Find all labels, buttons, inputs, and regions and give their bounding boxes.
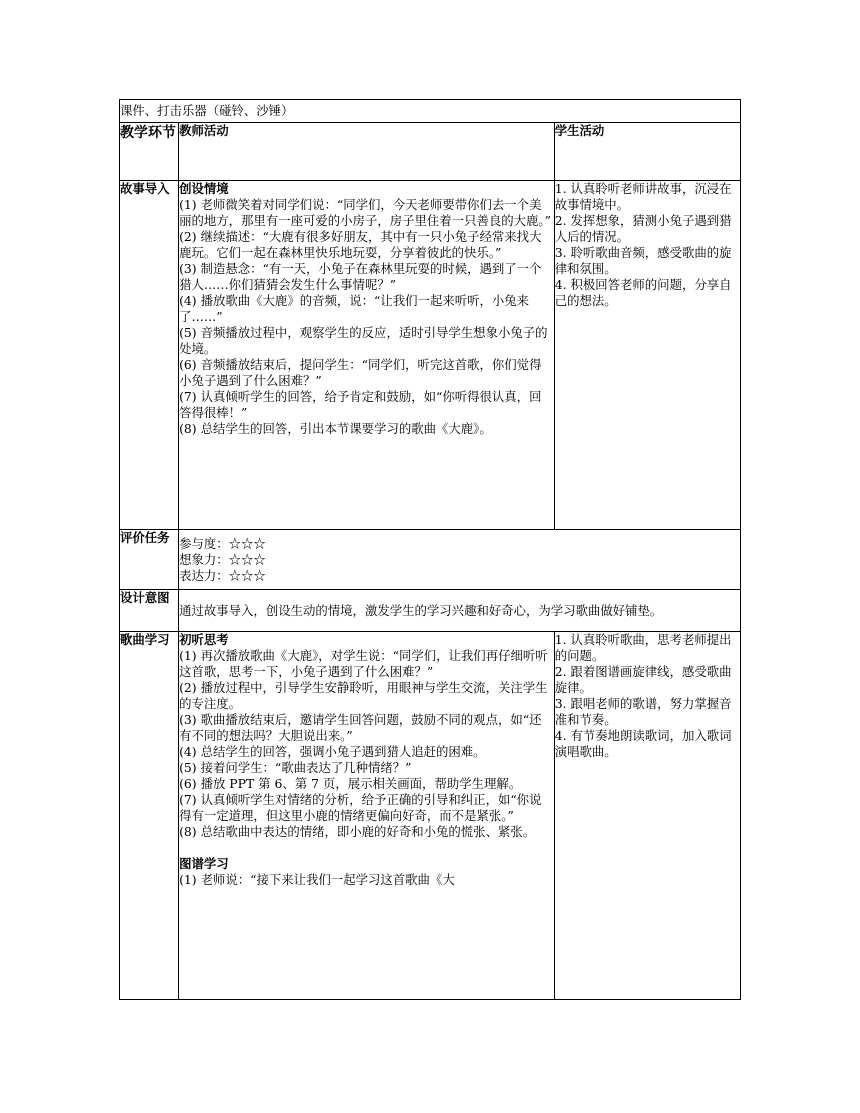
story-student-item: 4. 积极回答老师的问题，分享自己的想法。 xyxy=(554,277,732,308)
song-student-item: 2. 跟着图谱画旋律线，感受歌曲旋律。 xyxy=(554,664,732,695)
story-teacher-item: (3) 制造悬念：“有一天，小兔子在森林里玩耍的时候，遇到了一个猎人……你们猜猜会发生什么事情呢？” xyxy=(179,261,542,292)
story-row xyxy=(120,181,741,530)
song-teacher-cell xyxy=(179,632,555,1000)
story-student-item: 1. 认真聆听老师讲故事，沉浸在故事情境中。 xyxy=(554,181,732,212)
song-stage: 歌曲学习 xyxy=(120,632,179,1000)
design-text: 通过故事导入，创设生动的情境，激发学生的学习兴趣和好奇心，为学习歌曲做好铺垫。 xyxy=(179,590,741,632)
song-teacher2-item: (1) 老师说：“接下来让我们一起学习这首歌曲《大 xyxy=(179,872,455,887)
evaluation-row xyxy=(120,530,741,590)
story-teacher-cell xyxy=(179,181,555,530)
story-teacher-item: (2) 继续描述：“大鹿有很多好朋友，其中有一只小兔子经常来找大鹿玩。它们一起在森林里快乐地玩耍，分享着彼此的快乐。” xyxy=(179,229,542,260)
story-stage: 故事导入 xyxy=(120,181,179,530)
story-section-title: 创设情境 xyxy=(179,181,229,196)
lesson-plan-table xyxy=(119,99,741,1000)
song-teacher-item: (8) 总结歌曲中表达的情绪，即小鹿的好奇和小兔的慌张、紧张。 xyxy=(179,824,536,839)
materials-text: 课件、打击乐器（碰铃、沙锤） xyxy=(120,100,741,123)
story-teacher-item: (4) 播放歌曲《大鹿》的音频，说：“让我们一起来听听，小兔来了……” xyxy=(179,293,530,324)
song-teacher-item: (1) 再次播放歌曲《大鹿》，对学生说：“同学们，让我们再仔细听听这首歌，思考一下，小兔子遇到了什么困难？” xyxy=(179,648,548,679)
song-teacher-item: (7) 认真倾听学生对情绪的分析，给予正确的引导和纠正，如“你说得有一定道理，但这里小鹿的情绪更偏向好奇，而不是紧张。” xyxy=(179,792,542,823)
spacer xyxy=(179,840,554,856)
song-section-title: 初听思考 xyxy=(179,632,229,647)
evaluation-item: 表达力：☆☆☆ xyxy=(179,567,266,583)
song-teacher-item: (5) 接着问学生：“歌曲表达了几种情绪？” xyxy=(179,760,412,775)
song-student-item: 4. 有节奏地朗读歌词，加入歌词演唱歌曲。 xyxy=(554,728,732,759)
song-teacher-item: (2) 播放过程中，引导学生安静聆听，用眼神与学生交流，关注学生的专注度。 xyxy=(179,680,548,711)
header-teacher: 教师活动 xyxy=(179,123,555,181)
story-teacher-item: (5) 音频播放过程中，观察学生的反应，适时引导学生想象小兔子的处境。 xyxy=(179,325,548,356)
story-teacher-item: (8) 总结学生的回答，引出本节课要学习的歌曲《大鹿》。 xyxy=(179,421,492,436)
song-student-cell xyxy=(554,632,740,1000)
song-student-item: 3. 跟唱老师的歌谱，努力掌握音准和节奏。 xyxy=(554,696,732,727)
evaluation-cell xyxy=(179,530,741,590)
song-teacher-item: (3) 歌曲播放结束后，邀请学生回答问题，鼓励不同的观点，如“还有不同的想法吗？大胆说出来。” xyxy=(179,712,542,743)
song-teacher-item: (4) 总结学生的回答，强调小兔子遇到猎人追赶的困难。 xyxy=(179,744,486,759)
evaluation-item: 参与度：☆☆☆ xyxy=(179,535,266,551)
story-student-cell xyxy=(554,181,740,530)
evaluation-item: 想象力：☆☆☆ xyxy=(179,551,266,567)
design-row xyxy=(120,590,741,632)
story-student-item: 2. 发挥想象，猜测小兔子遇到猎人后的情况。 xyxy=(554,213,732,244)
story-student-item: 3. 聆听歌曲音频，感受歌曲的旋律和氛围。 xyxy=(554,245,732,276)
header-row xyxy=(120,123,741,181)
evaluation-stage: 评价任务 xyxy=(120,530,179,590)
song-teacher-item: (6) 播放 PPT 第 6、第 7 页，展示相关画面，帮助学生理解。 xyxy=(179,776,522,791)
song-section2-title: 图谱学习 xyxy=(179,856,229,871)
song-row xyxy=(120,632,741,1000)
header-stage: 教学环节 xyxy=(120,123,179,181)
story-teacher-item: (7) 认真倾听学生的回答，给予肯定和鼓励，如“你听得很认真，回答得很棒！” xyxy=(179,389,542,420)
story-teacher-item: (1) 老师微笑着对同学们说：“同学们，今天老师要带你们去一个美丽的地方，那里有一座可爱的小房子，房子里住着一只善良的大鹿。” xyxy=(179,197,551,228)
materials-row xyxy=(120,100,741,123)
song-student-item: 1. 认真聆听歌曲，思考老师提出的问题。 xyxy=(554,632,732,663)
story-teacher-item: (6) 音频播放结束后，提问学生：“同学们，听完这首歌，你们觉得小兔子遇到了什么困难？” xyxy=(179,357,542,388)
header-student: 学生活动 xyxy=(554,123,740,181)
design-stage: 设计意图 xyxy=(120,590,179,632)
